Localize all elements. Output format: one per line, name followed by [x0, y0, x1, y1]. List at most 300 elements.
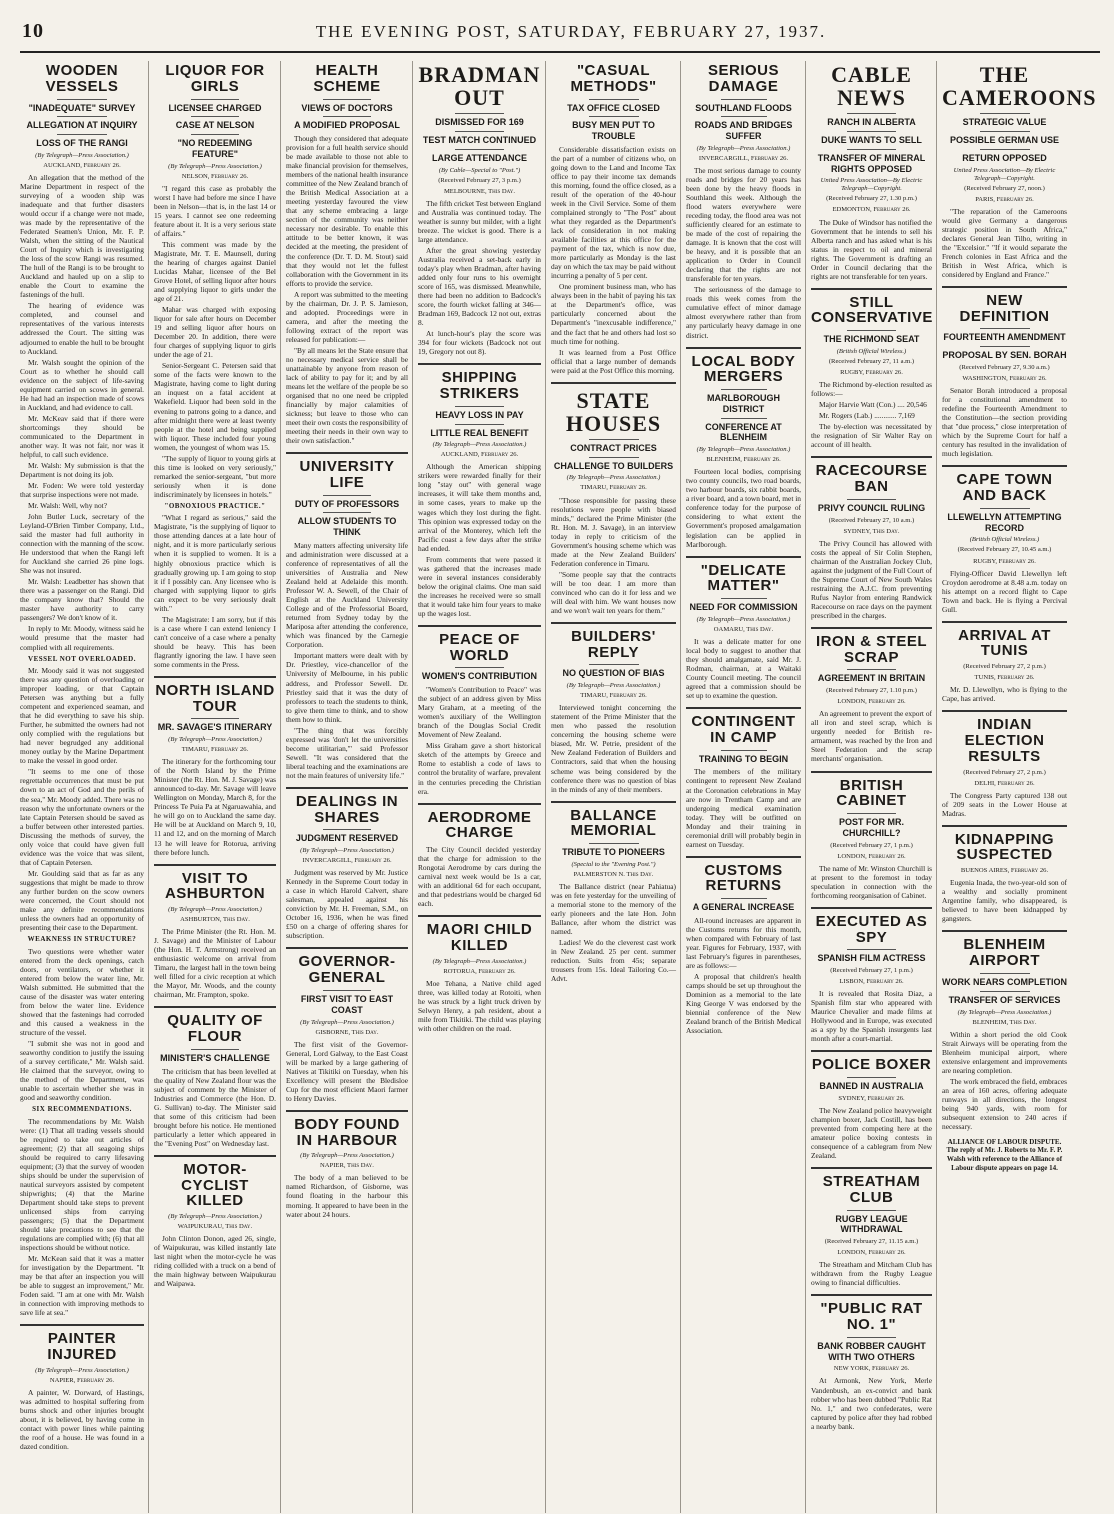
subheadline: MR. SAVAGE'S ITINERARY	[157, 722, 273, 733]
byline: (By Telegraph—Press Association.)	[168, 906, 262, 914]
byline: (By Telegraph—Press Association.)	[566, 474, 661, 482]
paragraph: Senior-Sergeant C. Petersen said that some of the facts were known to the Magistrate, having come to light during an inquest on a fatal accident at Wakefield. Liquor had been sold in the evening to patrons going to a dance, and after midnight there were at least twenty people at the hotel and being supplied with liquor. These included four young women, the youngest of whom was 15.	[154, 361, 276, 452]
headline: "DELICATE MATTER"	[700, 561, 787, 595]
subheadline: A MODIFIED PROPOSAL	[294, 120, 400, 131]
article	[811, 634, 932, 764]
subheadline: WOMEN'S CONTRIBUTION	[421, 671, 538, 682]
dateline: BUENOS AIRES, February 26.	[960, 867, 1049, 875]
headline: SERIOUS DAMAGE	[707, 62, 779, 95]
byline: United Press Association—By Electric Telegraph—Copyright.	[953, 166, 1056, 182]
paragraph: Mr. Walsh: Leadbetter has shown that there was a passenger on the Rangi. Did the company know that? Should the master have authority to carry passengers? We don't know of it.	[20, 577, 144, 623]
paragraph: From comments that were passed it was gathered that the increases made were in several instances considerably below the original claims. One man said the increases he received were so small that it would take him four years to make up the wages lost.	[418, 554, 541, 618]
headline-rule	[847, 330, 895, 331]
headline-rule	[721, 389, 767, 390]
subheadline: LITTLE REAL BENEFIT	[430, 427, 529, 438]
headline-rule	[455, 131, 504, 132]
headline-rule	[57, 116, 107, 117]
byline: (By Telegraph—Press Association.)	[957, 1008, 1052, 1016]
headline-rule	[847, 1210, 895, 1211]
article-separator	[811, 627, 932, 629]
subheadline: AGREEMENT IN BRITAIN	[817, 673, 926, 684]
article	[811, 1174, 932, 1287]
article-separator	[942, 621, 1067, 623]
paragraph: The seriousness of the damage to roads this week comes from the cumulative effect of minor damage almost everywhere rather than from any particularly heavy damage in one district.	[686, 285, 801, 340]
headline-rule	[721, 598, 767, 599]
article	[811, 63, 932, 281]
subheadline: POST FOR MR. CHURCHILL?	[839, 817, 904, 838]
byline: (By Telegraph—Press Association.)	[432, 441, 527, 449]
paragraph: Eugenia Inada, the two-year-old son of a wealthy and socially prominent Argentine family, who disappeared, is believed to have been kidnapped by gangsters.	[942, 878, 1067, 924]
subheadline: CASE AT NELSON	[175, 120, 255, 131]
article-separator	[418, 803, 541, 805]
dateline: GISBORNE, This Day.	[315, 1028, 379, 1036]
paragraph: Judgment was reserved by Mr. Justice Kennedy in the Supreme Court today in a case in which Harold Calvert, share salesman, appealed against his conviction by Mr. H. Freeman, S.M., on October 16, 1936, when he was fined £50 on a charge of offering shares for subscription.	[286, 868, 408, 941]
subheadline: PRIVY COUNCIL RULING	[817, 502, 926, 513]
subheadline: TAX OFFICE CLOSED	[567, 102, 660, 113]
subheadline: DUTY OF PROFESSORS	[294, 498, 400, 509]
received-time: (Received February 27, 1 p.m.)	[830, 841, 913, 849]
article-separator	[154, 1155, 276, 1157]
column-8	[942, 61, 1097, 1513]
paragraph: Considerable dissatisfaction exists on the part of a number of citizens who, on going down to the Land and Income Tax office to pay their income tax demands this morning, found the office closed, as a result of the operation of the 40-hour week in the Civil Service. Some of them complained strongly to "The Post" about what they regarded as the Department's lack of consideration in not making available facilities at this office for the payment of the tax, which is now due, more particularly as Monday is the last day on which the tax may be paid without incurring a penalty of 5 per cent.	[551, 144, 676, 281]
headline-rule	[721, 418, 767, 419]
headline-rule	[721, 99, 767, 100]
article-separator	[811, 1167, 932, 1169]
article	[20, 1331, 144, 1451]
dateline: NAPIER, February 26.	[49, 1376, 115, 1384]
headline-rule	[191, 718, 240, 719]
headline-rule	[455, 113, 504, 114]
headline-rule	[980, 346, 1030, 347]
headline-rule	[589, 843, 639, 844]
paragraph: "I regard this case as probably the worst I have had before me since I have been in Nelson—that is, in the last 14 or 15 years. I cannot see one redeeming feature about it. It is a very serious state of affairs."	[154, 183, 276, 238]
article	[811, 914, 932, 1044]
headline: "CASUAL METHODS"	[570, 62, 657, 95]
byline: (British Official Wireless.)	[969, 536, 1040, 544]
paragraph: Two questions were whether water entered from the deck openings, catch doors, or ventilators, or whether it entered from below the water line, Mr. Walsh submitted. He submitted that the cause of the disaster was water entering from below the water line. Evidence showed that the fastenings had corroded and this caused a weakness in the structure of the vessel.	[20, 946, 144, 1037]
paragraph: Fourteen local bodies, comprising two county councils, two road boards, two harbour boards, six rabbit boards, a river board, and a town board, met in conference today for the purpose of considering to what extent the Government's proposed amalgamation legislation can be applied in Marlborough.	[686, 467, 801, 549]
received-time: (Received February 27, noon.)	[964, 184, 1045, 192]
article-separator	[418, 363, 541, 365]
subheadline: TRIBUTE TO PIONEERS	[562, 847, 665, 858]
dateline: BLENHEIM, February 26.	[706, 456, 781, 464]
article-separator	[20, 1324, 144, 1326]
article-separator	[154, 864, 276, 866]
dateline: DELHI, February 26.	[974, 779, 1035, 787]
paragraph: Senator Borah introduced a proposal for a constitutional amendment to redefine the Fourteenth Amendment to the Constitution—the section providing that "due process," close interpretation of which by the Supreme Court for half a century has resulted in the invalidation of much legislation.	[942, 386, 1067, 459]
subheadline: "NO REDEEMING FEATURE"	[177, 138, 253, 159]
byline: (By Telegraph—Press Association.)	[168, 736, 262, 744]
paragraph: Mr. Foden: We were told yesterday that surprise inspections were not made.	[20, 480, 144, 500]
paragraph: One prominent business man, who has always been in the habit of paying his tax at the Department's office, was particularly concerned about the Department's "inexcusable indifference," and the fact that he and others had lost so much time for nothing.	[551, 282, 676, 346]
article-separator	[811, 288, 932, 290]
subheadline: LICENSEE CHARGED	[168, 102, 262, 113]
paragraph: Though they considered that adequate provision for a full health service should be made available to those not able to make financial provision for themselves, members of the national health insurance committee of the New Zealand branch of the British Medical Association at a meeting yesterday favoured the view that any scheme embracing a large section of the community was neither necessary nor desirable. To enable this attitude to be better known, it was decided at the meeting, the president of the conference (Dr. T. D. M. Stout) said that they would not let the fullest collaboration with the Government in its efforts to provide the service.	[286, 134, 408, 288]
received-time: (Received February 27, 11.15 a.m.)	[824, 1238, 919, 1246]
paragraph: "The reparation of the Cameroons would give Germany a dangerous strategic position in South Africa," declares General Jean Tilho, writing in the "Excelsior." "If it would separate the French colonies in East Africa and the British in West Africa, which is considered by England and France."	[942, 206, 1067, 279]
subheadline: DUKE WANTS TO SELL	[821, 134, 922, 145]
headline: HEALTH SCHEME	[313, 62, 381, 95]
article	[551, 808, 676, 984]
subheadline: MINISTER'S CHALLENGE	[160, 1052, 270, 1063]
subheadline: ALLOW STUDENTS TO THINK	[297, 516, 397, 538]
headline-rule	[847, 149, 895, 150]
headline-rule	[323, 116, 372, 117]
article-separator	[942, 465, 1067, 467]
article	[418, 810, 541, 909]
headline: RACECOURSE BAN	[815, 462, 928, 496]
headline-rule	[847, 669, 895, 670]
subheadline: JUDGMENT RESERVED	[295, 833, 399, 844]
byline: (By Telegraph—Press Association.)	[300, 847, 394, 855]
paragraph: Many matters affecting university life and administration were discussed at a conference of representatives of all the universities of Australia and New Zealand held at Adelaide this month. Professor W. A. Sewell, of the Chair of English at the Auckland University College and of the Professorial Board, returned from Sydney today by the Mariposa after attending the conference, which was financed by the Carnegie Corporation.	[286, 541, 408, 650]
headline: CONTINGENT IN CAMP	[691, 713, 796, 746]
article	[154, 683, 276, 857]
subheadline: TRANSFER OF SERVICES	[948, 994, 1061, 1005]
paragraph: The by-election was necessitated by the resignation of Sir Walter Ray on account of ill health.	[811, 422, 932, 450]
subheadline: SPANISH FILM ACTRESS	[817, 953, 926, 964]
subheadline: PROPOSAL BY SEN. BORAH	[942, 350, 1067, 361]
article	[286, 1117, 408, 1219]
subheadline: RANCH IN ALBERTA	[827, 117, 916, 128]
dateline: TUNIS, February 26.	[974, 674, 1035, 682]
subheadline: FIRST VISIT TO EAST COAST	[300, 993, 394, 1015]
headline-rule	[721, 898, 767, 899]
subheadline: RETURN OPPOSED	[962, 152, 1047, 163]
subheadline: TRAINING TO BEGIN	[698, 753, 789, 764]
article	[286, 794, 408, 941]
headline: MAORI CHILD KILLED	[426, 921, 533, 955]
article	[418, 370, 541, 618]
dateline: TIMARU, February 26.	[580, 692, 647, 700]
headline: INDIAN ELECTION RESULTS	[964, 716, 1045, 765]
article-separator	[686, 347, 801, 349]
column-4	[418, 61, 546, 1513]
column-7	[811, 61, 937, 1513]
subheadline: ALLEGATION AT INQUIRY	[26, 120, 138, 131]
headline: ARRIVAL AT TUNIS	[958, 626, 1051, 660]
headline: BRADMAN OUT	[418, 62, 541, 111]
headline-rule	[323, 990, 372, 991]
subheadline: NEED FOR COMMISSION	[689, 602, 798, 613]
paragraph: Mr. D. Llewellyn, who is flying to the Cape, has arrived.	[942, 685, 1067, 704]
article	[551, 389, 676, 615]
subheadline: BUSY MEN PUT TO TROUBLE	[572, 120, 655, 142]
headline-rule	[980, 973, 1030, 974]
article	[286, 459, 408, 780]
section-title: SIX RECOMMENDATIONS.	[32, 1105, 132, 1114]
paragraph: The recommendations by Mr. Walsh were: (1) That all trading vessels should be required to take out articles of agreement; (2) that all seagoing ships should be required to carry lifesaving equipment; (3) that the survey of wooden ships should be under the supervision of nautical surveyors assisted by competent shipwrights; (4) that the Marine Department should take steps to prevent unlicensed ships from carrying passengers; (5) that the Department should take precautions to see that the regulations are complied with; (6) that all inspections should be without notice.	[20, 1116, 144, 1253]
paragraph: The hearing of evidence was completed, and counsel and representatives of the various interests addressed the Court. The sitting was adjourned to enable the hull to be brought to Auckland.	[20, 301, 144, 356]
paragraph: The Prime Minister (the Rt. Hon. M. J. Savage) and the Minister of Labour (the Hon. H. T. Armstrong) received an enthusiastic welcome on arrival from Timaru, the largest hall in the town being well filled for a civic reception at which the Mayor, Mr. Woods, and the county chairman, Mr. Frampton, spoke.	[154, 927, 276, 1000]
byline: (By Telegraph—Press Association.)	[35, 151, 129, 159]
headline: BUILDERS' REPLY	[571, 627, 656, 661]
article	[942, 472, 1067, 613]
article	[418, 922, 541, 1033]
dateline: LONDON, February 26.	[837, 1249, 906, 1257]
paragraph: John Butler Luck, secretary of the Leyland-O'Brien Timber Company, Ltd., said the master had full authority in connection with the manning of the scow. He understood that when the Rangi left for Auckland she carried 26 pine logs. She was not insured.	[20, 512, 144, 576]
received-time: (Received February 27, 1.10 p.m.)	[826, 687, 917, 695]
paragraph: The Ballance district (near Pahiatua) was en fete yesterday for the unveiling of a memorial stone to the memory of the early pioneers and the late Hon. John Ballance, after whom the district was named.	[551, 881, 676, 937]
paragraph: The Duke of Windsor has notified the Government that he intends to sell his Alberta ranch and has asked what is his status in respect to oil and mineral rights. The Government is drafting an Order in Council declaring that the rights are not transferable for ten years.	[811, 217, 932, 281]
paragraph: "The thing that was forcibly expressed was 'don't let the universities become utilitarian,'" said Professor Sewell. "It was considered that the liberal teaching and the examinations are not the main features of university life."	[286, 725, 408, 780]
paragraph: It was learned from a Post Office official that a large number of demands were paid at the Post Office this morning.	[551, 347, 676, 375]
subheadline: MARLBOROUGH DISTRICT	[707, 393, 780, 414]
column-6	[686, 61, 806, 1513]
article-separator	[286, 947, 408, 949]
article	[20, 63, 144, 1317]
headline: SHIPPING STRIKERS	[439, 369, 520, 402]
paragraph: Although the American shipping strikers were rewarded finally for their long "stay out" with general wage increases, it will take them months and, in some cases, years to make up the wages which they lost during the fight. This opinion was expressed today on the arrival of the Monterey, which left the Pacific coast a few days after the strike had ended.	[418, 462, 541, 553]
paragraph: At Armonk, New York, Merle Vandenbush, an ex-convict and bank robber who has been dubbed "Public Rat No. 1," and two confederates, were captured by police after they had robbed a nearby bank.	[811, 1376, 932, 1431]
subheadline: CONFERENCE AT BLENHEIM	[705, 421, 782, 443]
paragraph: The work embraced the field, embraces an area of 160 acres, offering adequate runways in all directions, the longest being 940 yards, with room for subsequent extension to 240 acres if necessary.	[942, 1076, 1067, 1131]
dateline: RUGBY, February 26.	[840, 369, 903, 377]
article	[286, 954, 408, 1102]
headline-rule	[980, 508, 1030, 509]
headline: QUALITY OF FLOUR	[167, 1012, 263, 1046]
received-time: (Received February 27, 9.30 a.m.)	[959, 364, 1050, 372]
article-separator	[686, 856, 801, 858]
paragraph: The Congress Party captured 138 out of 209 seats in the Lower House at Madras.	[942, 790, 1067, 818]
headline-rule	[323, 495, 372, 496]
paragraph: The name of Mr. Winston Churchill is at present to the foremost in today speculation in connection with the forthcoming reorganisation of Cabinet.	[811, 863, 932, 900]
article	[154, 1162, 276, 1289]
article	[686, 863, 801, 1036]
article	[942, 832, 1067, 924]
paragraph: Major Harvie Watt (Con.) .... 20,546	[819, 400, 927, 410]
headline-rule	[455, 406, 504, 407]
subheadline: A GENERAL INCREASE	[692, 902, 795, 913]
subheadline: WORK NEARS COMPLETION	[942, 976, 1067, 987]
paragraph: Mr. Rogers (Lab.) ............ 7,169	[819, 411, 915, 421]
paragraph: The City Council decided yesterday that the charge for admission to the Rongotai Aerodrome by cars during the carnival next week would be 1s a car, with an additional 6d for each occupant, and that pedestrians would be charged 6d each.	[418, 845, 541, 909]
received-time: (Received February 27, 10 a.m.)	[828, 516, 915, 524]
byline: (By Telegraph—Press Association.)	[35, 1366, 129, 1374]
subheadline: DISMISSED FOR 169	[435, 117, 524, 128]
dateline: SYDNEY, February 26.	[838, 1094, 905, 1102]
byline: (British Official Wireless.)	[836, 348, 907, 356]
paragraph: This comment was made by the Magistrate, Mr. T. E. Maunsell, during the hearing of charges against Daniel Lucidas Mahar, licensee of the Bel Grove Hotel, of selling liquor after hours and supplying liquor to girls under the age of 21.	[154, 239, 276, 304]
article-separator	[286, 1110, 408, 1112]
subheadline: LOSS OF THE RANGI	[36, 138, 128, 149]
paragraph: The criticism that has been levelled at the quality of New Zealand flour was the subject of comment by the Minister of Industries and Commerce (the Hon. D. G. Sullivan) to-day. The Minister said that some of this criticism had been brought before his notice. He mentioned particularly a letter which appeared in the "Evening Post" on Wednesday last.	[154, 1066, 276, 1148]
dateline: ROTORUA, February 26.	[443, 967, 516, 975]
column-2	[154, 61, 281, 1513]
dateline: TIMARU, February 26.	[580, 484, 647, 492]
paragraph: An allegation that the method of the Marine Department in respect of the surveying of a wooden ship was inadequate and that further disasters would occur if a change were not made, was made by the representative of the Federated Seamen's Union, Mr. F. P. Walsh, when the sitting of the Nautical Court of Inquiry which is investigating the loss of the scow Rangi was resumed. The hull of the Rangi is to be brought to Auckland and hauled up on a slip to enable the Court to examine the fastenings of the hull.	[20, 172, 144, 300]
byline: United Press Association—By Electric Telegraph—Copyright.	[820, 177, 923, 193]
headline-rule	[847, 813, 895, 814]
article-separator	[942, 930, 1067, 932]
headline: "PUBLIC RAT NO. 1"	[820, 1300, 923, 1334]
paragraph: "By all means let the State ensure that no necessary medical service shall be unattainable by anyone from reason of lack of ability to pay for it; and by all means let the welfare of the people be so organised that no one need be crippled financially by major calamities of sickness; but leave to those who can meet their own costs the responsibility of meeting their needs in their own way to their own satisfaction."	[286, 345, 408, 446]
headline-rule	[980, 131, 1030, 132]
article-separator	[811, 907, 932, 909]
article-separator	[286, 787, 408, 789]
headline: STATE HOUSES	[565, 387, 662, 436]
paragraph: The Richmond by-election resulted as follows:—	[811, 380, 932, 399]
headline: NEW DEFINITION	[959, 291, 1050, 325]
headline: PEACE OF WORLD	[439, 630, 520, 664]
paragraph: Mr. Walsh sought the opinion of the Court as to whether he should call evidence on the subject of life-saving equipment carried on scows in general. He had had an inspection made of scows in Auckland, and had evidence to call.	[20, 357, 144, 412]
dateline: WASHINGTON, February 26.	[962, 375, 1047, 383]
article	[811, 1301, 932, 1430]
article	[686, 563, 801, 701]
headline-rule	[980, 113, 1030, 114]
headline-rule	[721, 116, 767, 117]
paragraph: Mr. Walsh: Well, why not?	[28, 501, 108, 511]
headline-rule	[455, 667, 504, 668]
subheadline: TRANSFER OF MINERAL RIGHTS OPPOSED	[817, 152, 926, 174]
page-number: 10	[22, 20, 44, 42]
subheadline: STRATEGIC VALUE	[962, 117, 1047, 128]
paragraph: Miss Graham gave a short historical sketch of the attempts by Greece and Rome to establish a code of laws to control the brutality of warfare, prevalent in the centuries preceding the Christian era.	[418, 741, 541, 796]
headline-rule	[847, 131, 895, 132]
subheadline: VIEWS OF DOCTORS	[301, 102, 393, 113]
article	[942, 717, 1067, 817]
headline: PAINTER INJURED	[47, 1330, 117, 1364]
paragraph: "Women's Contribution to Peace" was the subject of an address given by Miss Mary Graham, at a meeting of the women's auxiliary of the Wellington branch of the Douglas Social Credit Movement of New Zealand.	[418, 685, 541, 740]
headline: POLICE BOXER	[811, 1056, 932, 1074]
column-1	[20, 61, 149, 1513]
byline: (By Telegraph—Press Association.)	[696, 144, 791, 152]
received-time: (Received February 27, 2 p.m.)	[963, 663, 1046, 671]
headline: BLENHEIM AIRPORT	[963, 936, 1046, 970]
paragraph: The members of the military contingent to represent New Zealand at the Coronation celebrations in May are now in Trentham Camp and are undergoing medical examination today. They will be outfitted on Monday and their training in ceremonial drill will probably begin in earnest on Tuesday.	[686, 767, 801, 849]
headline: CABLE NEWS	[831, 62, 912, 111]
headline: STILL CONSERVATIVE	[811, 293, 933, 327]
article-separator	[942, 825, 1067, 827]
section-title: "OBNOXIOUS PRACTICE."	[164, 501, 266, 510]
article-separator	[686, 556, 801, 558]
paragraph: Moe Tehana, a Native child aged three, was killed today at Rotoiti, when he was struck by a light truck driven by Selwyn Henry, a pah resident, about a mile from Tikitiki. The child was playing with other children on the road.	[418, 978, 541, 1033]
received-time: (Received February 27, 1.30 p.m.)	[826, 195, 917, 203]
headline: LIQUOR FOR GIRLS	[165, 62, 265, 95]
column-5	[551, 61, 681, 1513]
subheadline: FOURTEENTH AMENDMENT	[943, 332, 1066, 343]
headline-rule	[980, 328, 1030, 329]
byline: (By Telegraph—Press Association.)	[300, 1152, 394, 1160]
headline: BALLANCE MEMORIAL	[570, 806, 657, 840]
byline: (By Telegraph—Press Association.)	[300, 1018, 394, 1026]
article-separator	[286, 452, 408, 454]
dateline: BLENHEIM, This Day.	[972, 1018, 1037, 1026]
received-time: (Received February 27, 3 p.m.)	[438, 176, 521, 184]
subheadline: POSSIBLE GERMAN USE	[949, 134, 1059, 145]
subheadline: "INADEQUATE" SURVEY	[28, 102, 136, 113]
article	[154, 871, 276, 1000]
section-title: WEAKNESS IN STRUCTURE?	[27, 934, 137, 943]
paragraph: Ladies! We do the cleverest cast work in New Zealand. 25 per cent. summer reduction. Suits from 45s; separate trousers from 15s. Ideal Tailoring Co.—Advt.	[551, 938, 676, 984]
headline-rule	[57, 134, 107, 135]
paragraph: Mr. Walsh: My submission is that the Department is not doing its job.	[20, 460, 144, 479]
headline-rule	[847, 499, 895, 500]
paragraph: It is revealed that Rosita Diaz, a Spanish film star who appeared with Maurice Chevalier and made films at Hollywood and in Europe, was executed as a spy by the Spanish insurgents last month after a court-martial.	[811, 989, 932, 1044]
article-separator	[686, 707, 801, 709]
dateline: PARIS, February 26.	[975, 195, 1034, 203]
dateline: SYDNEY, This Day.	[843, 527, 900, 535]
byline: (By Telegraph—Press Association.)	[168, 162, 262, 170]
paragraph: Mahar was charged with exposing liquor for sale after hours on December 19 and selling liquor after hours on December 20. In addition, there were four charges of supplying liquor to girls under the age of 21.	[154, 305, 276, 360]
headline-rule	[847, 113, 895, 114]
article	[686, 63, 801, 340]
paragraph: The Magistrate: I am sorry, but if this is a case where I can extend leniency I can't conceive of a case where a penalty should be heavy. This has been flagrantly ignoring the law. I have seen some comments in the Press.	[154, 614, 276, 669]
paragraph: The fifth cricket Test between England and Australia was continued today. The weather is sunny but milder, with a light breeze. The wicket is good. There is a large attendance.	[418, 198, 541, 244]
paragraph: A painter, W. Dorward, of Hastings, was admitted to hospital suffering from burns shock and other injuries brought about, it is believed, by having come in contact with power lines while painting the roof of a house. He was found in a dazed condition.	[20, 1387, 144, 1452]
paragraph: The New Zealand police heavyweight champion boxer, Jack Costill, has been prevented from competing here at the amateur police boxing contests in consequence of a cablegram from New Zealand.	[811, 1105, 932, 1161]
dateline: EDMONTON, February 26.	[832, 206, 911, 214]
headline: NORTH ISLAND TOUR	[155, 681, 275, 715]
headline-rule	[847, 1337, 895, 1338]
subheadline: HEAVY LOSS IN PAY	[435, 409, 524, 420]
dateline: TIMARU, February 26.	[181, 746, 249, 754]
subheadline: ROADS AND BRIDGES SUFFER	[694, 120, 793, 142]
article	[686, 354, 801, 549]
paragraph: All-round increases are apparent in the Customs returns for this month, when compared with February of last year. Figures for February, 1937, with last February's figures in parentheses, are as follows:—	[686, 916, 801, 971]
headline: LOCAL BODY MERGERS	[691, 352, 796, 386]
paragraph: "The supply of liquor to young girls at this time is looked on very seriously," remarked the senior-sergeant, "but more seriously when it is done indiscriminately by licensees in hotels."	[154, 453, 276, 499]
article-separator	[811, 1294, 932, 1296]
subheadline: TEST MATCH CONTINUED	[422, 134, 537, 145]
paragraph: Mr. Goulding said that as far as any suggestions that might be made to throw any further burden on the scow owners were concerned, the Court should not make any definite recommendations unless the owners had an opportunity of presenting their case to the Department.	[20, 868, 144, 932]
paragraph: After the great showing yesterday Australia received a set-back early in today's play when Bradman, after having added only four runs to his overnight score of 165, was dismissed. Meanwhile, there had been no addition to Badcock's score, the fourth wicket falling at 346—Bradman 169, Badcock 12 not out, extras 8.	[418, 245, 541, 328]
dateline: PALMERSTON N. This Day.	[573, 870, 654, 878]
article	[942, 62, 1097, 279]
headline-rule	[721, 750, 767, 751]
paragraph: The Privy Council has allowed with costs the appeal of Sir Colin Stephen, chairman of the Australian Jockey Club, against the judgment of the Full Court of the Supreme Court of New South Wales restraining the A.J.C. from preventing Rufus Naylor from entering Randwick Racecourse on race days on the payment prescribed in the charges.	[811, 538, 932, 620]
headline: STREATHAM CLUB	[822, 1173, 921, 1206]
byline: (By Telegraph—Press Association.)	[566, 682, 661, 690]
article	[418, 632, 541, 796]
article-separator	[418, 915, 541, 917]
article	[942, 937, 1067, 1131]
dateline: ASHBURTON, This Day.	[180, 916, 250, 924]
article-separator	[551, 382, 676, 384]
dateline: NEW YORK, February 26.	[833, 1365, 910, 1373]
byline: (By Telegraph—Press Association.)	[432, 957, 527, 965]
paragraph: In reply to Mr. Moody, witness said he would presume that the master had complied with all requirements.	[20, 624, 144, 652]
received-time: (Received February 27, 11 a.m.)	[828, 358, 915, 366]
article-separator	[811, 1050, 932, 1052]
received-time: (Received February 27, 1 p.m.)	[830, 967, 913, 975]
paragraph: The body of a man believed to be named Richardson, of Gisborne, was found floating in the harbour this morning. It appeared to have been in the water about 24 hours.	[286, 1173, 408, 1219]
paragraph: At lunch-hour's play the score was 394 for four wickets (Badcock not out 19, Gregory not out 8).	[418, 329, 541, 357]
paragraph: The Streatham and Mitcham Club has withdrawn from the Rugby League owing to financial difficulties.	[811, 1260, 932, 1288]
headline-rule	[191, 116, 240, 117]
paragraph: "Some people say that the contracts will be too dear. I am more than convinced who can do it for less and we will deal with him. We want houses now and we won't wait ten years for them."	[551, 569, 676, 615]
columns	[20, 61, 1100, 1513]
headline-rule	[323, 99, 372, 100]
paragraph: An agreement to prevent the export of all iron and steel scrap, which is urgently needed for British re-armament, was reached by the Iron and Steel Federation and the scrap merchants' organisation.	[811, 709, 932, 764]
headline-rule	[847, 1077, 895, 1078]
headline-rule	[191, 99, 240, 100]
article-separator	[154, 676, 276, 678]
headline-rule	[455, 149, 504, 150]
paragraph: The itinerary for the forthcoming tour of the North Island by the Prime Minister (the Rt. Hon. M. J. Savage) was announced to-day. Mr. Savage will leave Wellington on Monday, March 8, for the Princess Te Puia Pa at Ngaruawahia, and he will go on to Auckland the same day. He will be at Auckland on March 9, 10, 11 and 12, and on the morning of March 13 he will leave for Rotorua, arriving there before lunch.	[154, 757, 276, 857]
headline-rule	[980, 149, 1030, 150]
article-separator	[811, 771, 932, 773]
paragraph: A report was submitted to the meeting by the chairman, Dr. J. P. S. Jamieson, and adopted. Proceedings were in camera, and after the meeting the following extract of the report was released for publication:—	[286, 289, 408, 344]
article	[551, 629, 676, 794]
received-time: (Received February 27, 10.45 a.m.)	[957, 546, 1052, 554]
article-separator	[154, 1006, 276, 1008]
article	[286, 63, 408, 445]
subheadline: BANNED IN AUSTRALIA	[819, 1081, 924, 1092]
received-time: (Received February 27, 2 p.m.)	[963, 768, 1046, 776]
subheadline: BANK ROBBER CAUGHT WITH TWO OTHERS	[817, 1340, 926, 1362]
article	[811, 1057, 932, 1160]
